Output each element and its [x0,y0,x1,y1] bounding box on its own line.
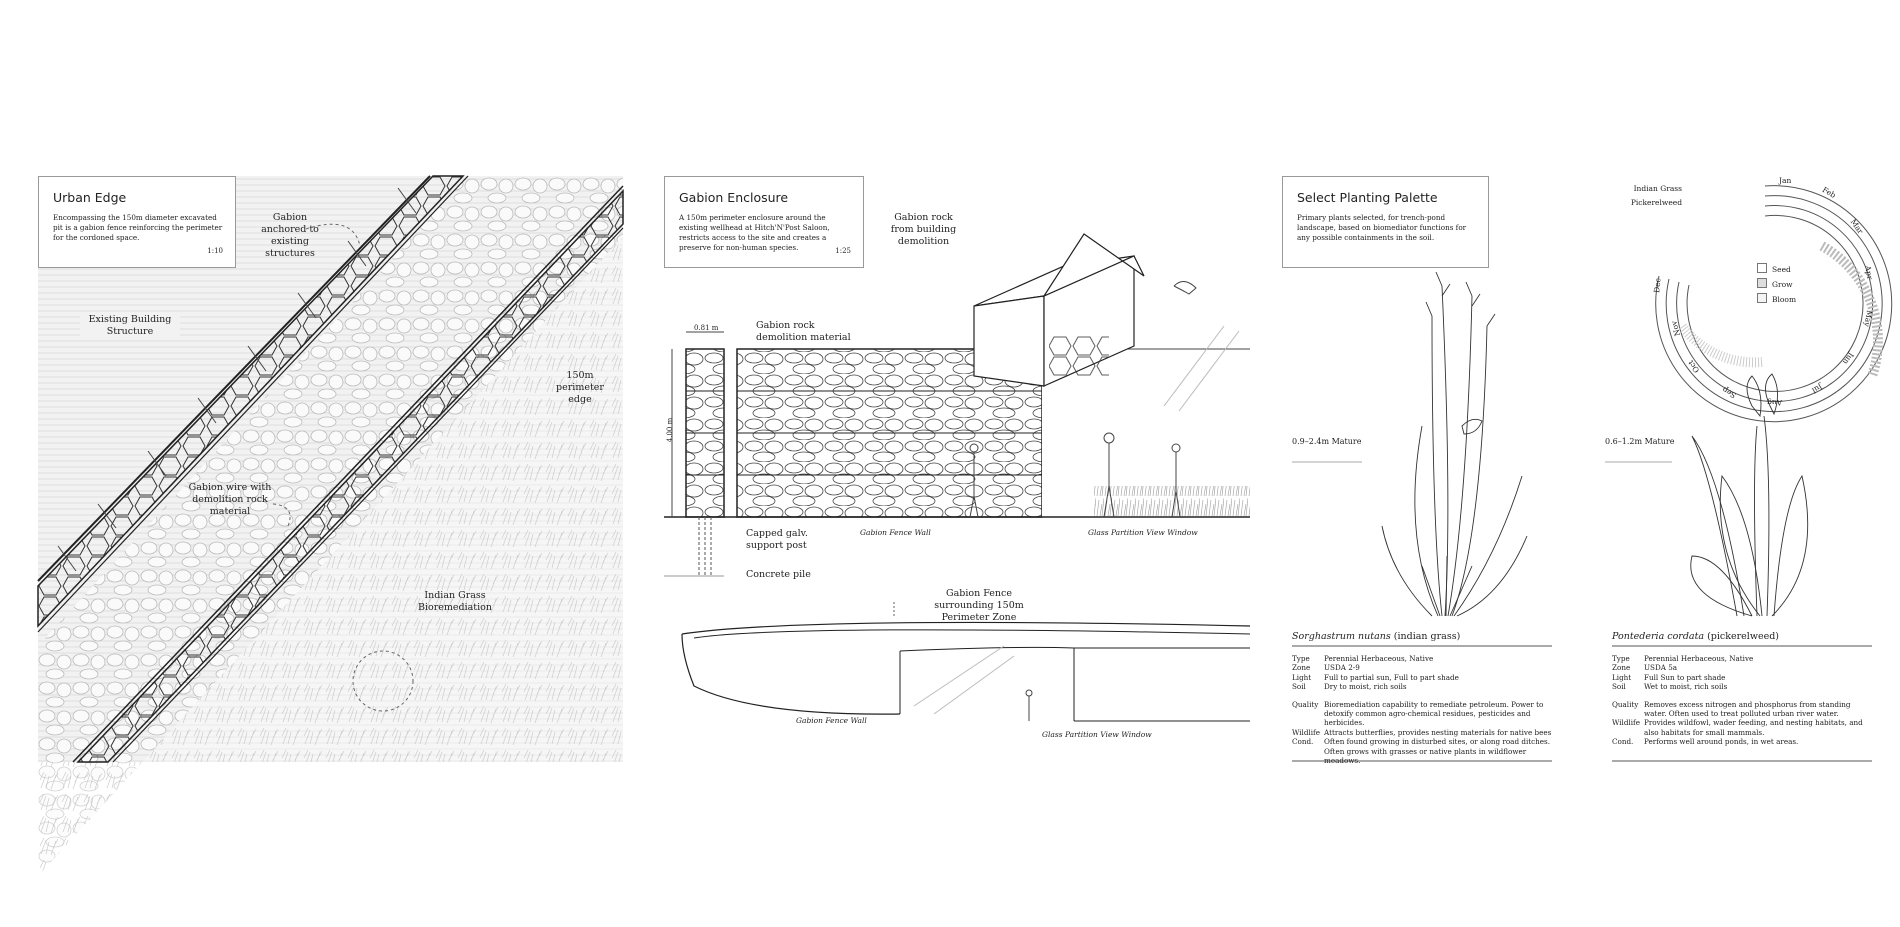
gabion-enclosure-panel [664,176,1250,762]
planting-info-card [1282,176,1489,268]
urban-edge-panel [38,176,623,762]
month-label: Feb [1820,185,1838,200]
month-label: Apr [1863,264,1875,281]
month-label: Oct [1686,358,1702,375]
dim-width: 0.81 m [694,324,719,332]
label-fence-surrounding: Gabion Fence surrounding 150m Perimeter Zone [934,588,1024,623]
mature-height-pickerelweed: 0.6–1.2m Mature [1605,437,1675,446]
month-label: Aug [1767,398,1783,407]
gabion-enclosure-title: Gabion Enclosure [679,190,789,205]
plant-name-pickerelweed: Pontederia cordata (pickerelweed) [1612,631,1779,642]
plant-name-indian-grass: Sorghastrum nutans (indian grass) [1292,631,1461,642]
month-label: Jan [1779,176,1792,185]
label-perimeter-edge: 150m perimeter edge [556,370,604,405]
month-label: Jun [1841,350,1856,367]
label-rock-demolition-material: Gabion rock demolition material [756,320,851,343]
legend-item-seed: Seed [1757,262,1796,277]
label-gabion-wire: Gabion wire with demolition rock material [188,482,272,517]
gabion-enclosure-info-card [664,176,864,268]
plant-attributes-pickerelweed: Type Perennial Herbaceous, Native Zone USDA 5a Light Full Sun to part shade Soil Wet to moist, rich soils Quality Removes excess nitrogen and phosphorus from standing water. Often used to treat polluted urban river water. Wildlife Provides wildfowl, wader feeding, and nesting habitats, and also habitats for small mammals. Cond. Performs well around ponds, in wet areas. [1612,654,1863,747]
dim-height: 4.00 m [666,417,675,443]
month-label: Mar [1848,217,1866,236]
month-label: Dec [1652,277,1663,294]
planting-title: Select Planting Palette [1297,190,1438,205]
plant-attributes-indian-grass: Type Perennial Herbaceous, Native Zone USDA 2-9 Light Full to partial sun, Full to part shade Soil Dry to moist, rich soils Quality Bioremediation capability to remediate petroleum. Power to detoxify common agro-chemical residues, pesticides and herbicides. Wildlife Attracts butterflies, provides nesting materials for native bees Cond. Often found growing in disturbed sites, or along road ditches. Often grows with grasses or native plants in wildflower meadows. [1292,654,1552,766]
caption-glass-partition-plan: Glass Partition View Window [1042,730,1152,739]
urban-edge-info-card [38,176,236,268]
gabion-enclosure-description: A 150m perimeter enclosure around the existing wellhead at Hitch'N'Post Saloon, restricts access to the site and creates a preserve for non-human species. [679,213,830,252]
planting-palette-panel [1282,176,1875,766]
caption-gabion-fence-wall-plan: Gabion Fence Wall [796,716,867,725]
ring-label-indian-grass: Indian Grass [1633,184,1682,193]
month-label: Sep [1720,385,1738,400]
label-indian-grass-bioremediation: Indian Grass Bioremediation [417,590,492,613]
caption-glass-partition: Glass Partition View Window [1088,528,1198,537]
month-label: Nov [1669,319,1682,338]
month-label: Jul [1810,382,1824,395]
urban-edge-description: Encompassing the 150m diameter excavated pit is a gabion fence reinforcing the perimeter for the cordoned space. [53,213,223,242]
urban-edge-scale: 1:10 [207,247,223,255]
label-gabion-anchored: Gabion anchored to existing structures [261,212,319,259]
ring-label-pickerelweed: Pickerelweed [1630,198,1682,207]
urban-edge-title: Urban Edge [53,190,127,205]
mature-height-indian-grass: 0.9–2.4m Mature [1292,437,1362,446]
label-concrete-pile: Concrete pile [746,569,811,580]
label-existing-building: Existing Building Structure [80,314,180,338]
month-label: May [1862,309,1875,328]
caption-gabion-fence-wall: Gabion Fence Wall [860,528,931,537]
label-rock-from-building: Gabion rock from building demolition [890,212,957,247]
legend-item-grow: Grow [1757,277,1796,292]
planting-description: Primary plants selected, for trench-pond landscape, based on biomediator functions for any possible containments in the soil. [1297,213,1467,242]
legend-item-bloom: Bloom [1757,292,1796,307]
label-capped-post: Capped galv. support post [746,528,808,551]
season-legend [1757,262,1796,307]
gabion-enclosure-scale: 1:25 [835,247,851,255]
